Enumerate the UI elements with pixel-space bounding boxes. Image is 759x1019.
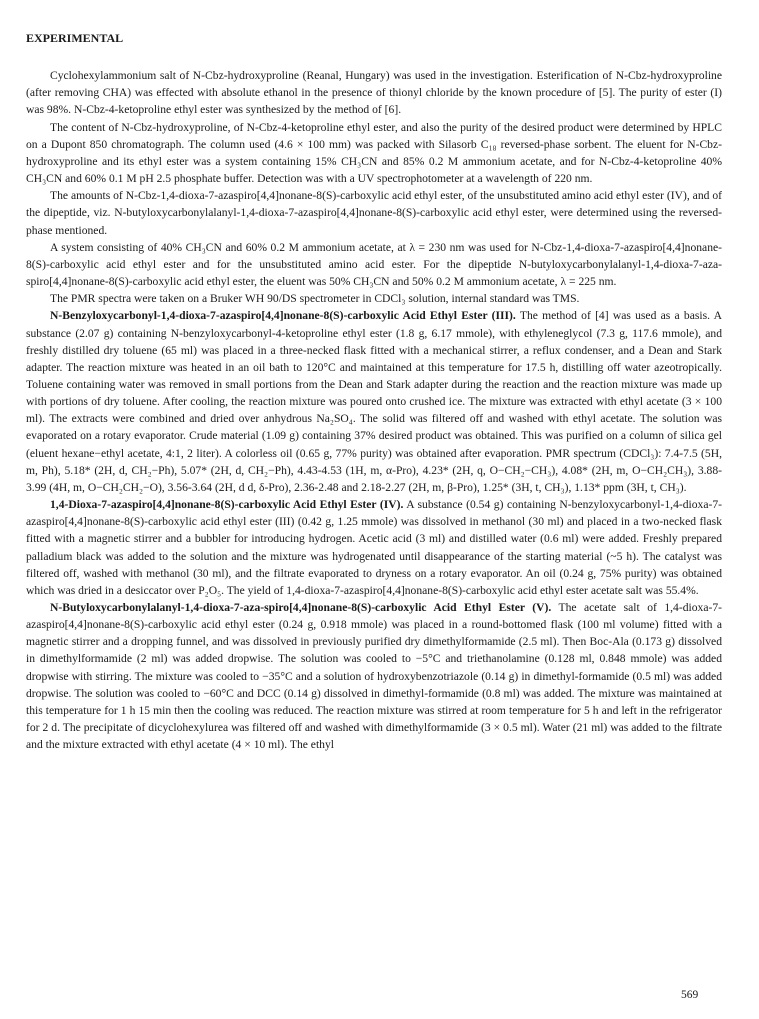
paragraph-text: A system consisting of 40% CH₃CN and 60% 0.2 M ammonium acetate, at λ = 230 nm was used for N-Cbz-1,4-dioxa-7-azaspiro[4,4]nonane-8(S)-carboxylic acid ethyl ester and for the unsubstituted amino acid ester. For the dipeptide N-butyloxycarbonylalanyl-1,4-dioxa-7-aza-spiro[4,4]nonane-8(S)-carboxylic acid ethyl ester, the eluent was 50% CH₃CN and 50% 0.2 M ammonium acetate, λ = 225 nm. [26, 240, 722, 289]
paragraph-text: The content of N-Cbz-hydroxyproline, of N-Cbz-4-ketoproline ethyl ester, and also the purity of the desired product were determined by HPLC on a Dupont 850 chromatograph. The column used (4.6 × 100 mm) was packed with Silasorb C₁₈ reversed-phase sorbent. The eluent for N-Cbz-hydroxyproline and its ethyl ester was a system containing 15% CH₃CN and 85% 0.2 M ammonium acetate, and for N-Cbz-4-ketoproline 40% CH₃CN and 60% 0.1 M pH 2.5 phosphate buffer. Detection was with a UV spectrophotometer at a wavelength of 220 nm. [26, 120, 722, 186]
paragraph-text: A substance (0.54 g) containing N-benzyloxycarbonyl-1,4-dioxa-7-azaspiro[4,4]nonane-8(S)-carboxylic acid ethyl ester (III) (0.42 g, 1.25 mmole) was dissolved in methanol (30 ml) and placed in a two-necked flask fitted with a magnetic stirrer and a bubbler for introducing hydrogen. Acetic acid (3 ml) and distilled water (0.6 ml) were added. Freshly prepared palladium black was added to the solution and the mixture was hydrogenated until disappearance of the starting material (~5 h). The catalyst was filtered off, washed with methanol (30 ml), and the filtrate evaporated to dryness on a rotary evaporator. An oil (0.24 g, 75% purity) was obtained which was dried in a desiccator over P₂O₅. The yield of 1,4-dioxa-7-azaspiro[4,4]nonane-8(S)-carboxylic acid ethyl ester acetate salt was 55.4%. [26, 498, 723, 597]
paragraph-compound-iv [26, 496, 722, 599]
paragraph-eluent-system [26, 239, 722, 290]
paragraph-compound-v [26, 599, 722, 753]
paragraph-text: The amounts of N-Cbz-1,4-dioxa-7-azaspiro[4,4]nonane-8(S)-carboxylic acid ethyl ester, of the unsubstituted amino acid ethyl ester (IV), and of the dipeptide, viz. N-butyloxycarbonylalanyl-1,4-dioxa-7-azaspiro[4,4]nonane-8(S)-carboxylic acid ethyl ester, were determined using the reversed-phase mentioned. [26, 189, 722, 237]
paragraph-hplc [26, 119, 722, 188]
paragraph-materials [26, 67, 722, 118]
compound-title: N-Butyloxycarbonylalanyl-1,4-dioxa-7-aza-spiro[4,4]nonane-8(S)-carboxylic Acid Ethyl Ester (V). [50, 601, 552, 614]
paragraph-text: The acetate salt of 1,4-dioxa-7-azaspiro[4,4]nonane-8(S)-carboxylic acid ethyl ester (0.24 g, 0.918 mmole) was placed in a round-bottomed flask (100 ml volume) fitted with a magnetic stirrer and a dropping funnel, and was dissolved in previously purified dry dimethylformamide (2.5 ml). Then Boc-Ala (0.173 g) dissolved in dimethylformamide (2 ml) was added dropwise. The solution was cooled to −5°C and triethanolamine (0.128 ml, 0.848 mmole) was added dropwise with stirring. The mixture was cooled to −35°C and a solution of hydroxybenzotriazole (0.14 g) in dimethyl-formamide (0.5 ml) was added dropwise. The solution was cooled to −60°C and DCC (0.14 g) dissolved in dimethyl-formamide (0.8 ml) was added. The mixture was maintained at this temperature for 1 h 15 min then the cooling was reduced. The reaction mixture was stirred at room temperature for 5 h and left in the refrigerator for 2 d. The precipitate of dicyclohexylurea was filtered off and washed with dimethylformamide (3 × 0.5 ml). Water (21 ml) was added to the filtrate and the mixture extracted with ethyl acetate (4 × 10 ml). The ethyl [26, 601, 722, 752]
page-number: 569 [681, 989, 699, 1001]
paragraph-compound-iii [26, 307, 722, 496]
document-page [26, 30, 722, 753]
compound-title: 1,4-Dioxa-7-azaspiro[4,4]nonane-8(S)-carboxylic Acid Ethyl Ester (IV). [50, 498, 404, 512]
paragraph-amounts [26, 187, 722, 238]
compound-title: N-Benzyloxycarbonyl-1,4-dioxa-7-azaspiro[4,4]nonane-8(S)-carboxylic Acid Ethyl Ester (III). [50, 309, 516, 323]
paragraph-text: The method of [4] was used as a basis. A substance (2.07 g) containing N-benzyloxycarbonyl-4-ketoproline ethyl ester (1.8 g, 6.17 mmole), with ethyleneglycol (7.3 g, 117.6 mmole), and freshly distilled dry toluene (65 ml) was placed in a three-necked flask fitted with a mechanical stirrer, a reflux condenser, and a Dean and Stark adapter. The reaction mixture was heated in an oil bath to 120°C and maintained at this temperature for 17.5 h, distilling off water azeotropically. Toluene containing water was removed in small portions from the Dean and Stark adapter during the reaction and the reaction mixture was made up with portions of dry toluene. After cooling, the reaction mixture was poured onto crushed ice. The mixture was extracted with ethyl acetate (3 × 100 ml). The extracts were combined and dried over anhydrous Na₂SO₄. The solid was filtered off and washed with ethyl acetate. The solution was evaporated on a rotary evaporator. Crude material (1.09 g) containing 37% desired product was obtained. This was purified on a column of silica gel (eluent hexane−ethyl acetate, 4:1, 2 liter). A colorless oil (0.65 g, 77% purity) was obtained after evaporation. PMR spectrum (CDCl₃): 7.4-7.5 (5H, m, Ph), 5.18* (2H, d, CH₂−Ph), 5.07* (2H, d, CH₂−Ph), 4.43-4.53 (1H, m, α-Pro), 4.23* (2H, q, O−CH₂−CH₃), 4.08* (2H, m, O−CH₂CH₃), 3.88-3.99 (4H, m, O−CH₂CH₂−O), 3.56-3.64 (2H, d d, δ-Pro), 2.36-2.48 and 2.18-2.27 (2H, m, β-Pro), 1.25* (3H, t, CH₃), 1.13* ppm (3H, t, CH₃). [26, 309, 722, 494]
paragraph-pmr [26, 290, 722, 307]
section-heading: EXPERIMENTAL [26, 31, 124, 45]
paragraph-text: Cyclohexylammonium salt of N-Cbz-hydroxyproline (Reanal, Hungary) was used in the investigation. Esterification of N-Cbz-hydroxyproline (after removing CHA) was effected with absolute ethanol in the presence of thionyl chloride by the known procedure of [5]. The purity of ester (I) was 98%. N-Cbz-4-ketoproline ethyl ester was synthesized by the method of [6]. [26, 69, 722, 117]
paragraph-text: The PMR spectra were taken on a Bruker WH 90/DS spectrometer in CDCl₃ solution, internal standard was TMS. [50, 292, 580, 306]
